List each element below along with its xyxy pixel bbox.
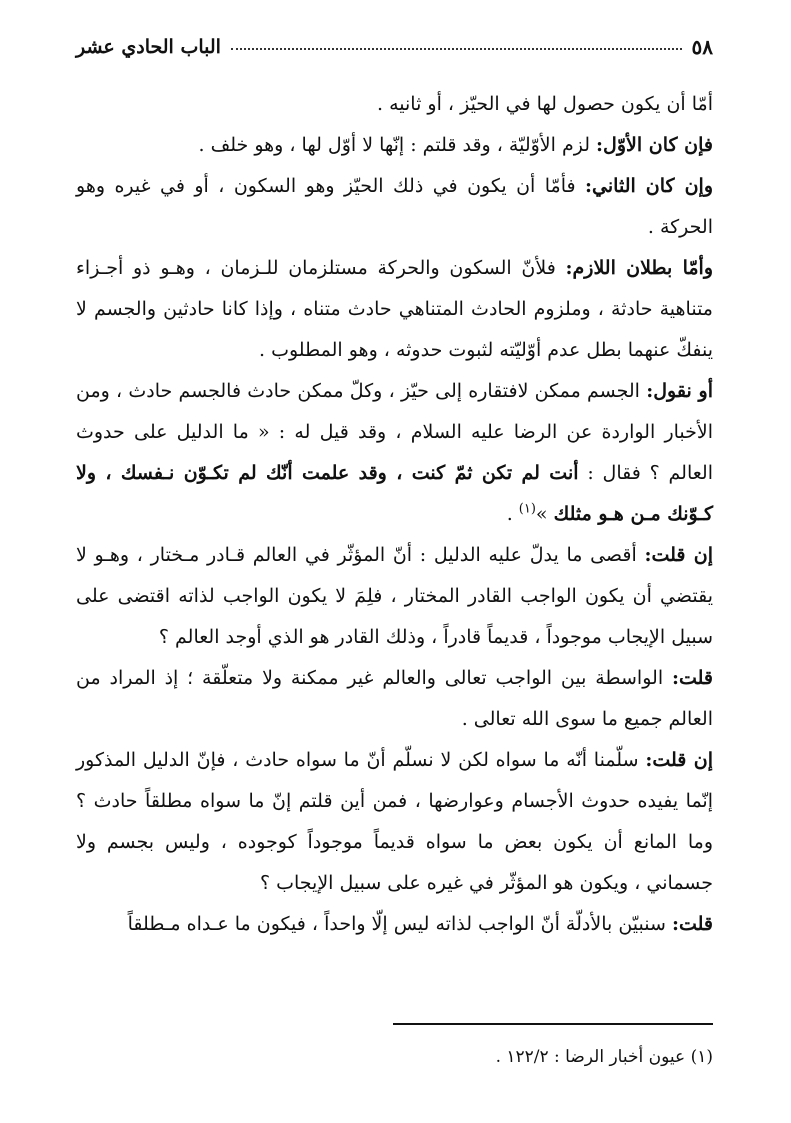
quote-close: » [535, 503, 554, 525]
paragraph-text: فلأنّ السكون والحركة مستلزمان للـزمان ، وهـو ذو أجـزاء متناهية حادثة ، وملزوم الحادث المتناهي حادث متناه ، وإذا كانا حادثين والجسم لا ينفكّ عنهما بطل عدم أوّليّته لثبوت حدوثه ، وهو المطلوب . [76, 257, 713, 361]
paragraph [76, 535, 713, 658]
paragraph-text: أقصى ما يدلّ عليه الدليل : أنّ المؤثّر في العالم قـادر مـختار ، وهـو لا يقتضي أن يكون الواجب القادر المختار ، فلِمَ لا يكون الواجب لذاته اقتضى على سبيل الإيجاب موجوداً ، قديماً قادراً ، وذلك القادر هو الذي أوجد العالم ؟ [76, 544, 713, 648]
hadith-quote: أنت لم تكن ثمّ كنت ، وقد علمت أنّك لم تكـوّن نـفسك ، ولا كـوّنك مـن هـو مثلك [76, 462, 713, 525]
paragraph-lead: قلت: [671, 913, 713, 935]
paragraph [76, 248, 713, 371]
footnote [76, 1043, 713, 1071]
paragraph-lead: فإن كان الأوّل: [596, 134, 713, 156]
paragraph-text: الواسطة بين الواجب تعالى والعالم غير ممكنة ولا متعلّقة ؛ إذ المراد من العالم جميع ما سوى الله تعالى . [76, 667, 713, 730]
paragraph [76, 166, 713, 248]
paragraph-lead: أو نقول: [646, 380, 713, 402]
paragraph [76, 371, 713, 535]
paragraph-end: . [506, 503, 519, 525]
paragraph [76, 904, 713, 945]
paragraph-lead: قلت: [671, 667, 713, 689]
paragraph [76, 658, 713, 740]
paragraph-lead: إن قلت: [645, 749, 714, 771]
paragraph-text: الجسم ممكن لافتقاره إلى حيّز ، وكلّ ممكن حادث فالجسم حادث ، ومن الأخبار الواردة عن الرضا عليه السلام ، وقد قيل له : « ما الدليل على حدوث العالم ؟ فقال : [76, 380, 713, 484]
footnote-divider [393, 1023, 713, 1025]
paragraph [76, 125, 713, 166]
running-header [76, 32, 713, 62]
paragraph-lead: إن قلت: [644, 544, 714, 566]
page-number: ٥٨ [691, 35, 713, 59]
paragraph [76, 84, 713, 125]
main-text [76, 84, 713, 945]
paragraph-text: فأمّا أن يكون في ذلك الحيّز وهو السكون ، أو في غيره وهو الحركة . [76, 175, 713, 238]
paragraph-lead: وأمّا بطلان اللازم: [565, 257, 714, 279]
header-dotted-leader [231, 48, 682, 50]
paragraph-text: سلّمنا أنّه ما سواه لكن لا نسلّم أنّ ما سواه حادث ، فإنّ الدليل المذكور إنّما يفيده حدوث الأجسام وعوارضها ، فمن أين قلتم إنّ ما سواه مطلقاً حادث ؟ وما المانع أن يكون بعض ما سواه قديماً موجوداً كوجوده ، وليس بجسم ولا جسماني ، ويكون هو المؤثّر في غيره على سبيل الإيجاب ؟ [76, 749, 713, 894]
paragraph-text: سنبيّن بالأدلّة أنّ الواجب لذاته ليس إلّا واحداً ، فيكون ما عـداه مـطلقاً [127, 913, 672, 935]
footnote-text: (١) عيون أخبار الرضا : ١٢٢/٢ . [495, 1047, 713, 1067]
paragraph-text: لزم الأوّليّة ، وقد قلتم : إنّها لا أوّل لها ، وهو خلف . [198, 134, 597, 156]
paragraph-lead: وإن كان الثاني: [585, 175, 713, 197]
footnote-marker[interactable]: (١) [518, 501, 536, 517]
paragraph-text: أمّا أن يكون حصول لها في الحيّز ، أو ثانيه . [377, 93, 713, 115]
chapter-title: الباب الحادي عشر [76, 36, 221, 58]
paragraph [76, 740, 713, 904]
